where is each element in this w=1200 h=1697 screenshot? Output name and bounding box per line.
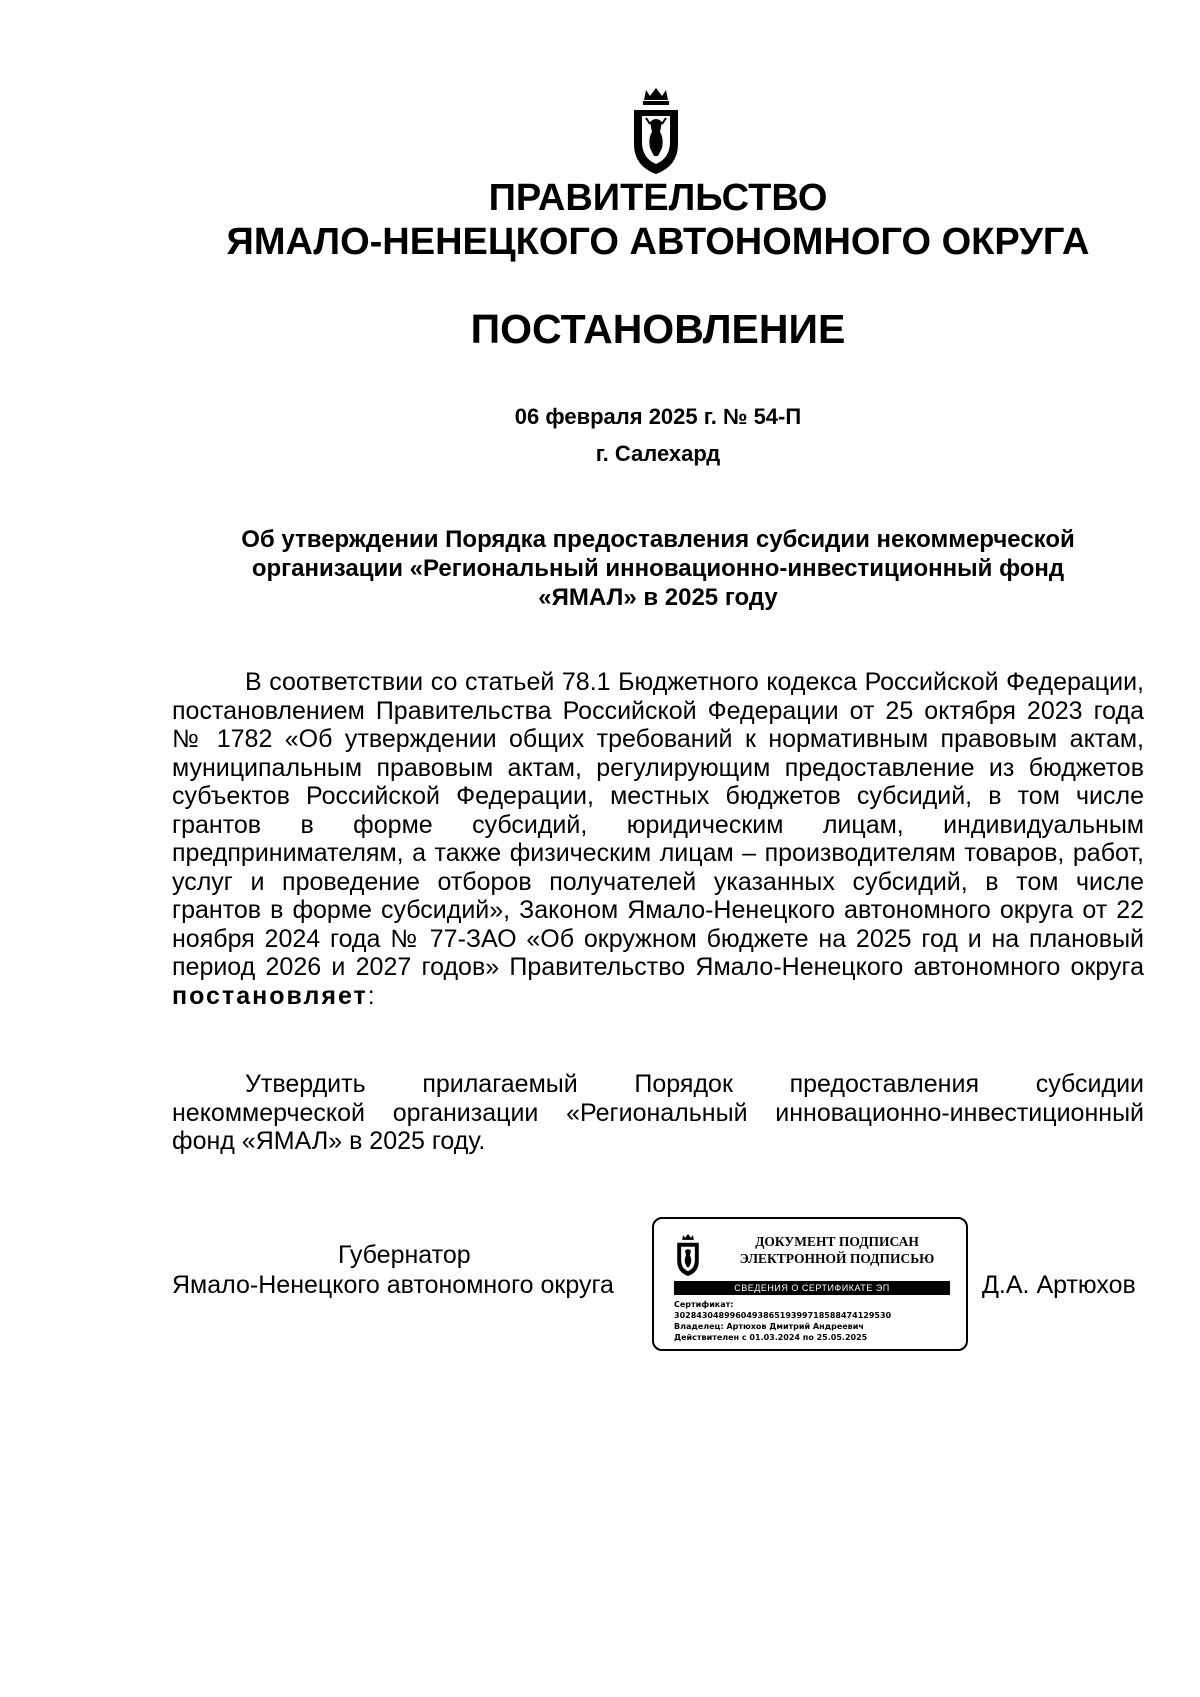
city: г. Салехард bbox=[595, 441, 721, 466]
government-line2: ЯМАЛО-НЕНЕЦКОГО АВТОНОМНОГО ОКРУГА bbox=[226, 221, 1090, 263]
certificate-validity: Действителен с 01.03.2024 по 25.05.2025 bbox=[674, 1333, 868, 1342]
stamp-title bbox=[714, 1233, 960, 1267]
yamal-coat-of-arms-icon bbox=[674, 1233, 702, 1277]
e-signature-stamp bbox=[652, 1217, 968, 1351]
certificate-owner: Владелец: Артюхов Дмитрий Андреевич bbox=[674, 1322, 864, 1331]
stamp-title-line1: ДОКУМЕНТ ПОДПИСАН bbox=[755, 1234, 919, 1249]
position-line2: Ямало-Ненецкого автономного округа bbox=[172, 1271, 614, 1299]
certificate-details bbox=[674, 1299, 954, 1343]
certificate-label: Сертификат: bbox=[674, 1300, 734, 1309]
signatory-position bbox=[172, 1240, 642, 1300]
paragraph1-text: В соответствии со статьей 78.1 Бюджетного кодекса Российской Федерации, постановлением Правительства Российской Федерации от 25 октября 2023 года № 1782 «Об утверждении общих требований к нормативным правовым актам, муниципальным правовым актам, регулирующим предоставление из бюджетов субъектов Российской Федерации, местных бюджетов субсидий, в том числе грантов в форме субсидий, юридическим лицам, индивидуальным предпринимателям, а также физическим лицам – производителям товаров, работ, услуг и проведение отборов получателей указанных субсидий, в том числе грантов в форме субсидий», Законом Ямало-Ненецкого автономного округа от 22 ноября 2024 года № 77-ЗАО «Об окружном бюджете на 2025 год и на плановый период 2026 и 2027 годов» Правительство Ямало-Ненецкого автономного округа bbox=[172, 668, 1144, 981]
position-line1: Губернатор bbox=[338, 1241, 471, 1269]
government-line1: ПРАВИТЕЛЬСТВО bbox=[488, 177, 828, 219]
body-paragraph-2: Утвердить прилагаемый Порядок предоставления субсидии некоммерческой организации «Региональный инновационно-инвестиционный фонд «ЯМАЛ» в 2025 году. bbox=[172, 1070, 1144, 1155]
document-type: ПОСТАНОВЛЕНИЕ bbox=[470, 306, 846, 352]
stamp-title-line2: ЭЛЕКТРОННОЙ ПОДПИСЬЮ bbox=[739, 1251, 935, 1266]
date-number: 06 февраля 2025 г. № 54-П bbox=[514, 404, 802, 429]
certificate-number: 302843048996049386519399718588474129530 bbox=[674, 1311, 892, 1320]
body-paragraph-1 bbox=[172, 668, 1144, 1010]
certificate-info-bar: СВЕДЕНИЯ О СЕРТИФИКАТЕ ЭП bbox=[674, 1281, 950, 1295]
document-title: Об утверждении Порядка предоставления субсидии некоммерческой организации «Региональный инновационно-инвестиционный фонд «ЯМАЛ» в 2025 году bbox=[241, 526, 1075, 611]
resolves-word: постановляет bbox=[172, 981, 368, 1010]
yamal-coat-of-arms-icon bbox=[628, 86, 684, 176]
colon: : bbox=[367, 981, 375, 1010]
signatory-name: Д.А. Артюхов bbox=[982, 1271, 1136, 1299]
